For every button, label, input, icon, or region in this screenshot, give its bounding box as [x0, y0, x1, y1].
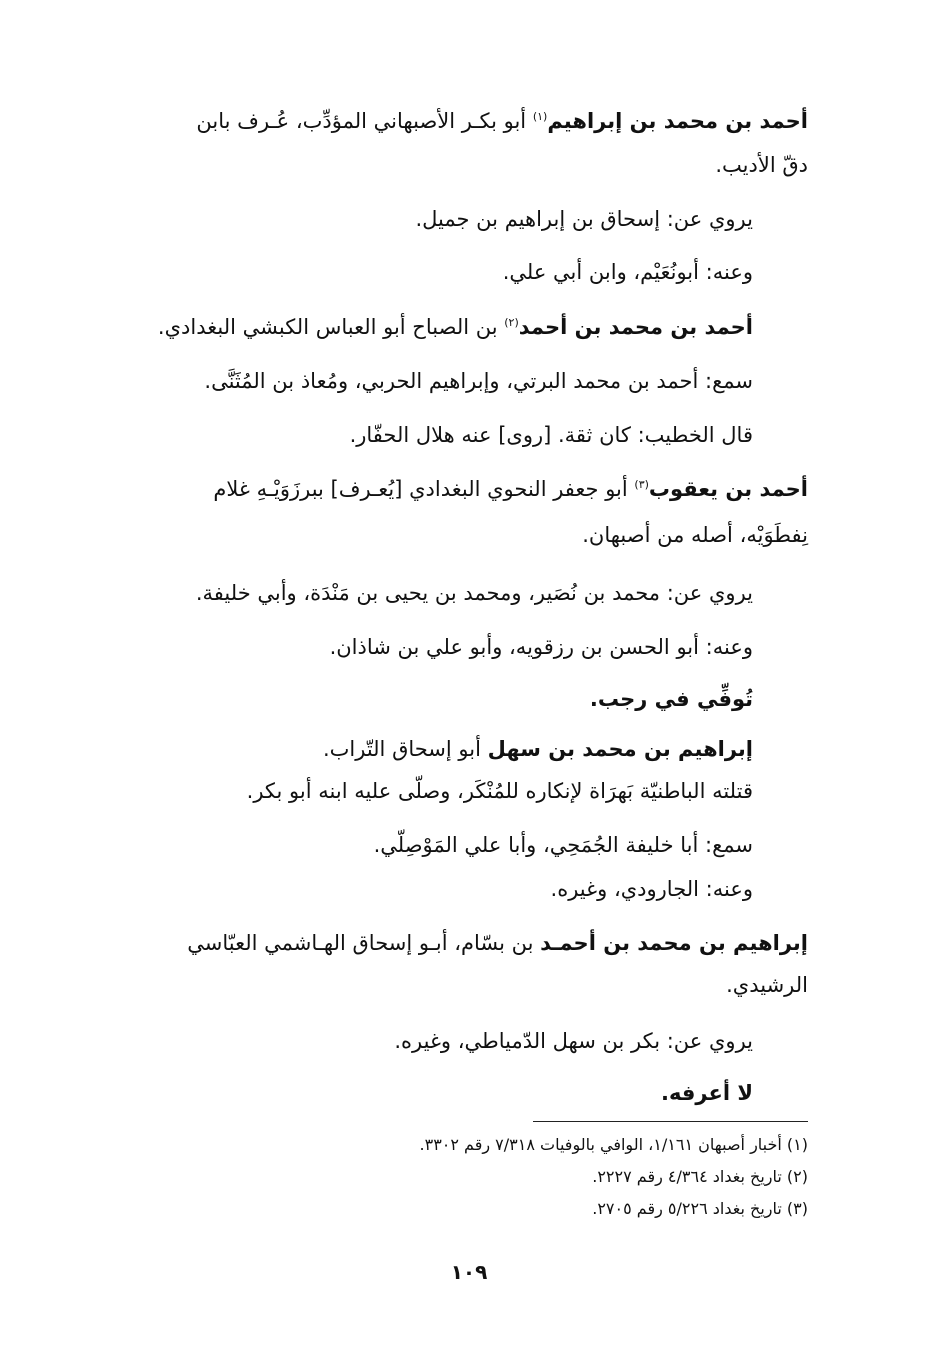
- entry-4-narrated-by: وعنه: الجارودي، وغيره.: [550, 877, 753, 901]
- footnote-ref-2: (٢): [504, 316, 519, 329]
- entry-1-narrated-by: وعنه: أبونُعَيْم، وابن أبي علي.: [502, 260, 753, 284]
- footnote-ref-3: (٣): [634, 478, 649, 491]
- entry-3-heading: [128, 474, 808, 506]
- entry-5-name: إبراهيم بن محمد بن أحمـد: [540, 931, 808, 955]
- entry-1-description: أبو بكـر الأصبهاني المؤدِّب، عُـرف بابن: [196, 109, 533, 133]
- footnote-ref-1: (١): [532, 110, 548, 123]
- entry-3-narrated-by: وعنه: أبو الحسن بن رزقويه، وأبو علي بن شاذان.: [329, 635, 753, 659]
- entry-3-narrates-from: يروي عن: محمد بن نُصَير، ومحمد بن يحيى بن مَنْدَة، وأبي خليفة.: [195, 581, 753, 605]
- entry-1-heading: [128, 106, 808, 138]
- entry-1-name: أحمد بن محمد بن إبراهيم: [547, 109, 808, 133]
- entry-4-description: أبو إسحاق التّراب.: [322, 737, 488, 761]
- footnote-divider: [533, 1121, 808, 1122]
- entry-2-description: بن الصباح أبو العباس الكبشي البغدادي.: [157, 315, 505, 339]
- entry-2-khatib-quote: قال الخطيب: كان ثقة. [روى] عنه هلال الحفّار.: [349, 423, 753, 447]
- footnote-3: (٣) تاريخ بغداد ٥/٢٢٦ رقم ٢٧٠٥.: [592, 1199, 808, 1218]
- entry-3-description-cont: نِفطَوَيْه، أصله من أصبهان.: [582, 523, 808, 547]
- entry-5-heading: [128, 928, 808, 960]
- footnote-1: (١) أخبار أصبهان ١/١٦١، الوافي بالوفيات ٧/٣١٨ رقم ٣٣٠٢.: [419, 1135, 808, 1154]
- entry-1-description-cont: دقّ الأديب.: [715, 153, 808, 177]
- entry-5-description-cont: الرشيدي.: [726, 973, 808, 997]
- entry-4-name: إبراهيم بن محمد بن سهل: [487, 737, 753, 761]
- entry-3-name: أحمد بن يعقوب: [648, 477, 808, 501]
- entry-2-heard: سمع: أحمد بن محمد البرتي، وإبراهيم الحربي، ومُعاذ بن المُثَنَّى.: [204, 369, 753, 393]
- entry-5-description: بن بسّام، أبـو إسحاق الهـاشمي العبّاسي: [187, 931, 541, 955]
- entry-4-heading: [73, 734, 753, 766]
- entry-5-note: لا أعرفه.: [660, 1081, 753, 1105]
- entry-4-killed: قتلته الباطنيّة بَهرَاة لإنكاره للمُنْكَر، وصلّى عليه ابنه أبو بكر.: [246, 779, 753, 803]
- entry-5-narrates-from: يروي عن: بكر بن سهل الدّمياطي، وغيره.: [394, 1029, 753, 1053]
- entry-3-description: أبو جعفر النحوي البغدادي [يُعـرف] ببرزَوَيْـهِ غلام: [213, 477, 635, 501]
- page-number: ١٠٩: [450, 1260, 488, 1284]
- entry-2-heading: [73, 312, 753, 344]
- entry-3-death: تُوفِّي في رجب.: [589, 687, 753, 711]
- footnote-2: (٢) تاريخ بغداد ٤/٣٦٤ رقم ٢٢٢٧.: [592, 1167, 808, 1186]
- entry-1-narrates-from: يروي عن: إسحاق بن إبراهيم بن جميل.: [415, 207, 753, 231]
- entry-4-heard: سمع: أبا خليفة الجُمَحِي، وأبا علي المَوْصِلّي.: [373, 833, 753, 857]
- entry-2-name: أحمد بن محمد بن أحمد: [518, 315, 753, 339]
